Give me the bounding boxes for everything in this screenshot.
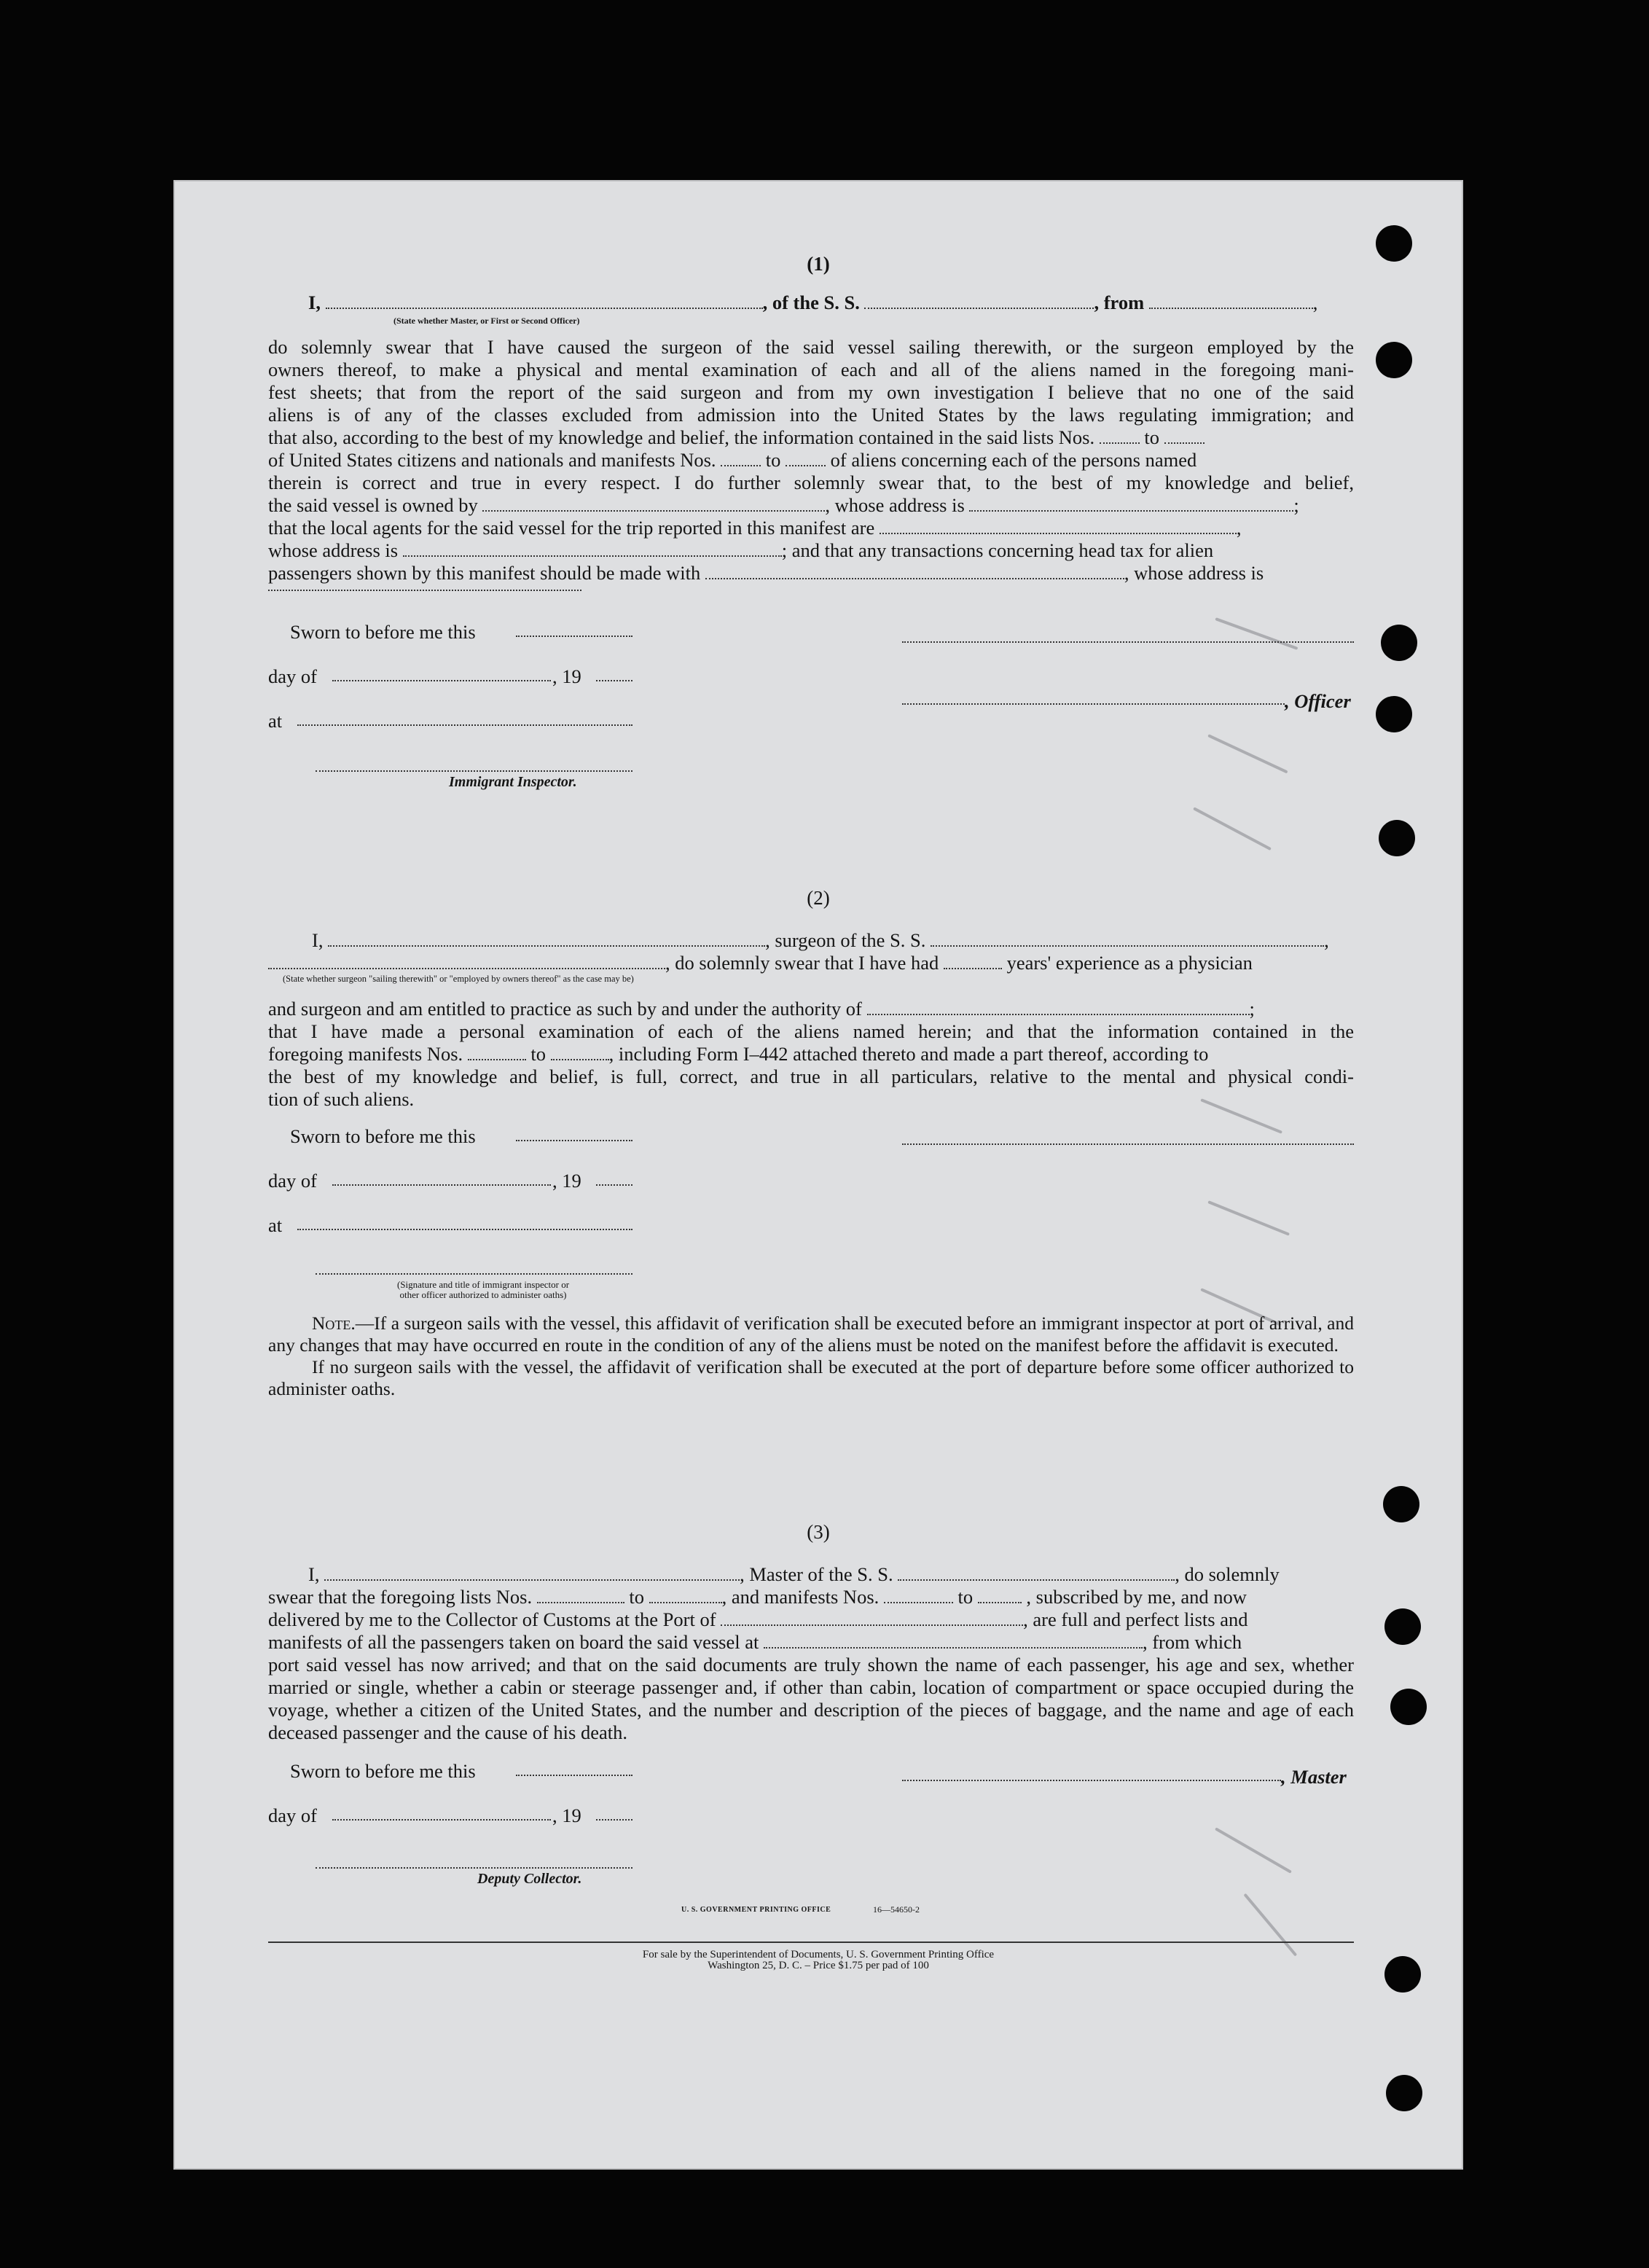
section-2-paragraph [268,998,1354,1111]
month-field[interactable] [332,1819,551,1821]
swear-text: swear that the foregoing lists Nos. [268,1586,533,1608]
sworn-label: Sworn to before me this [290,621,476,643]
comma: , [1312,292,1318,313]
section-3-paragraph [268,1563,1354,1744]
years-label: years' experience as a physician [1006,952,1253,974]
printing-code: 16—54650-2 [873,1904,920,1915]
section-1-line-1 [308,292,1358,314]
deputy-label: Deputy Collector. [477,1871,582,1887]
surgeon-name-field[interactable] [328,929,765,947]
to-label: to [629,1586,644,1608]
paragraph-line [268,449,1354,472]
i-label: I, [308,1563,320,1585]
punch-hole [1376,696,1412,732]
note-paragraph-2: If no surgeon sails with the vessel, the affidavit of verification shall be executed at the port of departure before some officer authorized to administer oaths. [268,1356,1354,1399]
semicolon: ; [1249,998,1255,1020]
master-name-field[interactable] [324,1563,740,1581]
signature-hint-line-1: (Signature and title of immigrant inspector or [396,1279,570,1290]
deputy-signature-line[interactable] [316,1867,632,1869]
paragraph-line: owners thereof, to make a physical and mental examination of each and all of the aliens named in the foregoing mani- [268,359,1354,380]
paragraph-line [268,1043,1354,1065]
agents-address-field[interactable] [403,539,782,557]
day-of-label: day of [268,665,317,687]
paragraph-line: do solemnly swear that I have caused the surgeon of the said vessel sailing therewith, or the surgeon employed by the [268,336,1354,358]
surgeon-status-hint: (State whether surgeon "sailing therewith" or "employed by owners thereof" as the case may be) [283,974,634,984]
sworn-label: Sworn to before me this [290,1125,476,1147]
signature-hint-line-2: other officer authorized to administer oaths) [399,1289,567,1300]
owner-field[interactable] [482,494,825,512]
to-label: to [1144,426,1159,448]
year-field[interactable] [596,1184,632,1186]
head-tax-text: ; and that any transactions concerning head tax for alien [781,539,1214,561]
section-2-line-2 [268,952,1253,974]
section-3-number: (3) [807,1521,830,1543]
punch-hole [1390,1689,1427,1725]
swear-label: , do solemnly swear that I have had [665,952,939,974]
paragraph-line: that I have made a personal examination of each of the aliens named herein; and that the information contained in the [268,1020,1354,1042]
surgeon-note [268,1313,1354,1400]
whose-address-text: whose address is [268,539,399,561]
officer-label: , Officer [1285,690,1351,712]
year-field[interactable] [596,1819,632,1821]
paragraph-line [268,1586,1354,1608]
to-label: to [530,1043,547,1065]
paragraph-rest: port said vessel has now arrived; and that on the said documents are truly shown the name of each passenger, his age and sex, whether married or single, whether a cabin or steerage passenger and, if other than cabin, location of compartment or space occupied during the voyage, whether a citizen of the United States, and the number and description of the pieces of baggage, and the name and age of each deceased passenger and the cause of his death. [268,1654,1354,1743]
sworn-date-field[interactable] [516,1140,632,1141]
lists-from-field[interactable] [537,1586,624,1603]
form-text: , including Form I–442 attached thereto and made a part thereof, according to [608,1043,1209,1065]
whose-address-label: , whose address is [825,494,965,516]
lists-from-field[interactable] [1100,426,1140,444]
officer-rank-hint: (State whether Master, or First or Second Officer) [393,316,580,326]
month-field[interactable] [332,680,551,681]
vessel-name-field[interactable] [864,292,1094,309]
authority-field[interactable] [867,998,1250,1015]
officer-signature-line[interactable] [902,641,1354,643]
master-of-label: , Master of the S. S. [740,1563,893,1585]
at-place-field[interactable] [297,724,632,726]
master-vessel-field[interactable] [898,1563,1175,1581]
month-field[interactable] [332,1184,551,1186]
manifests-from-field[interactable] [721,449,761,466]
master-signature-line[interactable] [902,1780,1281,1781]
lists-to-field[interactable] [649,1586,722,1603]
manifests-to-field[interactable] [551,1043,609,1060]
officer-rank-field[interactable] [326,292,763,309]
passengers-text: passengers shown by this manifest should be made with [268,562,701,584]
boarding-port-field[interactable] [764,1631,1143,1649]
sworn-label: Sworn to before me this [290,1760,476,1782]
port-field[interactable] [721,1608,1023,1626]
manifests-to-field[interactable] [786,449,826,466]
address-continuation-field[interactable] [268,590,581,591]
sale-info [173,1950,1463,1971]
master-label: , Master [1281,1766,1347,1788]
aliens-text: of aliens concerning each of the persons named [830,449,1197,471]
paragraph-line: fest sheets; that from the report of the said surgeon and from my own investigation I believe that no one of the said [268,381,1354,403]
paragraph-line [268,517,1354,539]
year-label: , 19 [552,1170,581,1192]
at-label: at [268,710,283,732]
manifests-from-field[interactable] [884,1586,953,1603]
local-agents-text: that the local agents for the said vessel for the trip reported in this manifest are [268,517,875,539]
punch-hole [1381,625,1417,661]
sworn-date-field[interactable] [516,1775,632,1776]
comma: , [1236,517,1242,539]
from-which-label: , from which [1142,1631,1242,1653]
sale-line-2: Washington 25, D. C. – Price $1.75 per pad of 100 [708,1960,929,1971]
foregoing-text: foregoing manifests Nos. [268,1043,463,1065]
administrator-signature-line[interactable] [316,1273,632,1275]
to-label: to [957,1586,974,1608]
surgeon-of-label: , surgeon of the S. S. [765,929,926,951]
full-lists-label: , are full and perfect lists and [1023,1608,1248,1630]
bleed-mark [1215,617,1298,650]
inspector-signature-line[interactable] [316,770,632,772]
paragraph-line: tion of such aliens. [268,1088,415,1110]
section-1-paragraph [268,336,1354,584]
i-label: I, [308,292,321,313]
paragraph-line [268,539,1354,562]
surgeon-status-field[interactable] [268,952,665,969]
year-label: , 19 [552,665,581,687]
subscribed-label: , subscribed by me, and now [1026,1586,1247,1608]
delivered-text: delivered by me to the Collector of Customs at the Port of [268,1608,716,1630]
i-label: I, [312,929,324,951]
officer-name-line[interactable] [902,703,1285,705]
punch-hole [1376,342,1412,378]
at-label: at [268,1214,283,1236]
of-ss-label: , of the S. S. [762,292,860,313]
lists-to-field[interactable] [1164,426,1205,444]
paragraph-line: the best of my knowledge and belief, is full, correct, and true in all particulars, relative to the mental and physical condi- [268,1065,1354,1087]
printing-office: U. S. GOVERNMENT PRINTING OFFICE [681,1906,831,1914]
bleed-mark [1207,734,1288,773]
sworn-date-field[interactable] [516,636,632,637]
years-field[interactable] [944,952,1002,969]
paragraph-line [268,426,1354,449]
punch-hole [1384,1608,1421,1645]
from-label: , from [1094,292,1145,313]
punch-hole [1383,1486,1419,1522]
manifests-from-field[interactable] [468,1043,526,1060]
bleed-mark [1207,1200,1290,1236]
paragraph-line: therein is correct and true in every respect. I do further solemnly swear that, to the best of my knowledge and belief, [268,472,1354,493]
year-field[interactable] [596,680,632,681]
do-solemnly-label: , do solemnly [1175,1563,1280,1585]
comma: , [1324,929,1329,951]
year-label: , 19 [552,1804,581,1826]
punch-hole [1386,2075,1422,2111]
note-lead: Note. [312,1313,356,1334]
lists-text: that also, according to the best of my knowledge and belief, the information contained in the said lists Nos. [268,426,1095,448]
paragraph-line [268,1563,1354,1586]
day-of-label: day of [268,1804,317,1826]
paragraph-line [268,1631,1354,1654]
whose-address-label: , whose address is [1124,562,1264,584]
section-2-line-1 [312,929,1329,952]
form-page [173,180,1463,2170]
day-of-label: day of [268,1170,317,1192]
bleed-mark [1215,1827,1292,1873]
paragraph-line [268,562,1354,584]
owner-address-field[interactable] [969,494,1293,512]
surgeon-vessel-field[interactable] [931,929,1324,947]
paragraph-line [268,494,1354,517]
section-2-number: (2) [807,887,830,909]
semicolon: ; [1293,494,1299,516]
head-tax-party-field[interactable] [705,562,1124,579]
manifests-label: , and manifests Nos. [721,1586,880,1608]
paragraph-line [268,998,1354,1020]
paragraph-line [268,1608,1354,1631]
bleed-mark [1243,1893,1297,1957]
bleed-mark [1193,807,1272,850]
agents-field[interactable] [880,517,1237,534]
surgeon-signature-line[interactable] [902,1143,1354,1145]
inspector-label: Immigrant Inspector. [449,774,577,790]
at-place-field[interactable] [297,1229,632,1230]
signature-hint [323,1280,643,1300]
paragraph-line: aliens is of any of the classes excluded from admission into the United States by the laws regulating immigration; and [268,404,1354,426]
from-port-field[interactable] [1149,292,1313,309]
to-label: to [765,449,781,471]
manifests-to-field[interactable] [978,1586,1022,1603]
punch-hole [1379,820,1415,856]
note-text: —If a surgeon sails with the vessel, this affidavit of verification shall be executed before an immigrant inspector at port of arrival, and any changes that may have occurred en route in the condition of any of the aliens must be noted on the manifest before the affidavit is executed. [268,1313,1354,1356]
manifests-all-text: manifests of all the passengers taken on board the said vessel at [268,1631,759,1653]
footer-rule [268,1942,1354,1943]
owned-by-text: the said vessel is owned by [268,494,478,516]
authority-text: and surgeon and am entitled to practice as such by and under the authority of [268,998,862,1020]
section-1-number: (1) [807,253,830,275]
citizens-text: of United States citizens and nationals and manifests Nos. [268,449,716,471]
sale-line-1: For sale by the Superintendent of Documents, U. S. Government Printing Office [642,1949,995,1960]
note-paragraph-1 [268,1313,1354,1356]
